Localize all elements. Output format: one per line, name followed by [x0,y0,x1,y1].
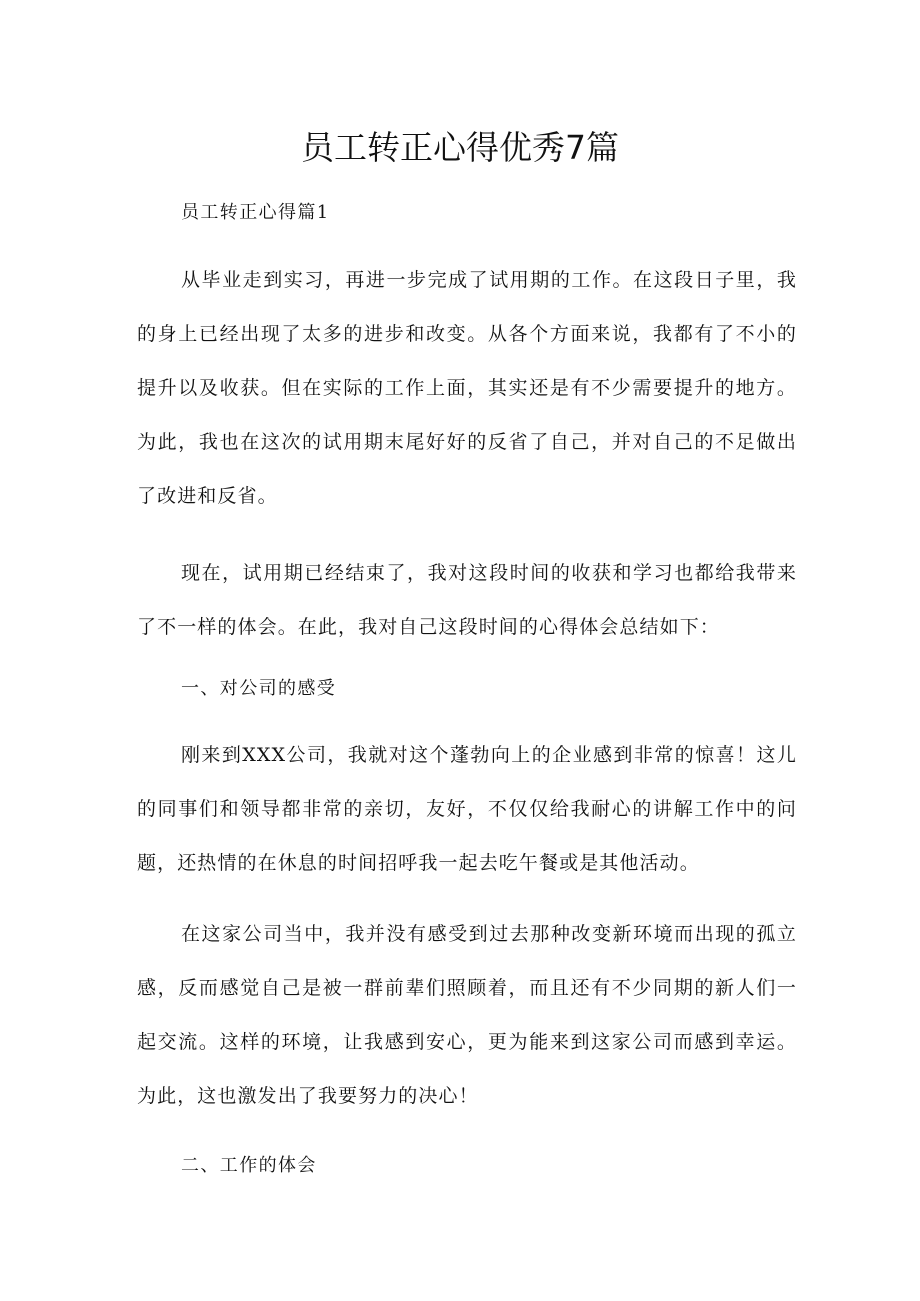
section-label: 员工转正心得篇1 [181,202,330,223]
heading-work-experience: 二、工作的体会 [181,1155,317,1176]
heading-company-impression: 一、对公司的感受 [181,678,337,699]
paragraph-4: 在这家公司当中，我并没有感受到过去那种改变新环境而出现的孤立感，反而感觉自己是被一群前辈们照顾着，而且还有不少同期的新人们一起交流。这样的环境，让我感到安心，更为能来到这家公司而感到幸运。为此，这也激发出了我要努力的决心！ [137,923,797,1107]
paragraph-1: 从毕业走到实习，再进一步完成了试用期的工作。在这段日子里，我的身上已经出现了太多的进步和改变。从各个方面来说，我都有了不小的提升以及收获。但在实际的工作上面，其实还是有不少需要提升的地方。为此，我也在这次的试用期末尾好好的反省了自己，并对自己的不足做出了改进和反省。 [137,269,797,507]
paragraph-3: 刚来到XXX公司，我就对这个蓬勃向上的企业感到非常的惊喜！这儿的同事们和领导都非常的亲切，友好，不仅仅给我耐心的讲解工作中的问题，还热情的在休息的时间招呼我一起去吃午餐或是其他活动。 [137,744,797,874]
paragraph-2: 现在，试用期已经结束了，我对这段时间的收获和学习也都给我带来了不一样的体会。在此，我对自己这段时间的心得体会总结如下： [137,562,797,638]
document-title: 员工转正心得优秀7篇 [301,128,619,167]
